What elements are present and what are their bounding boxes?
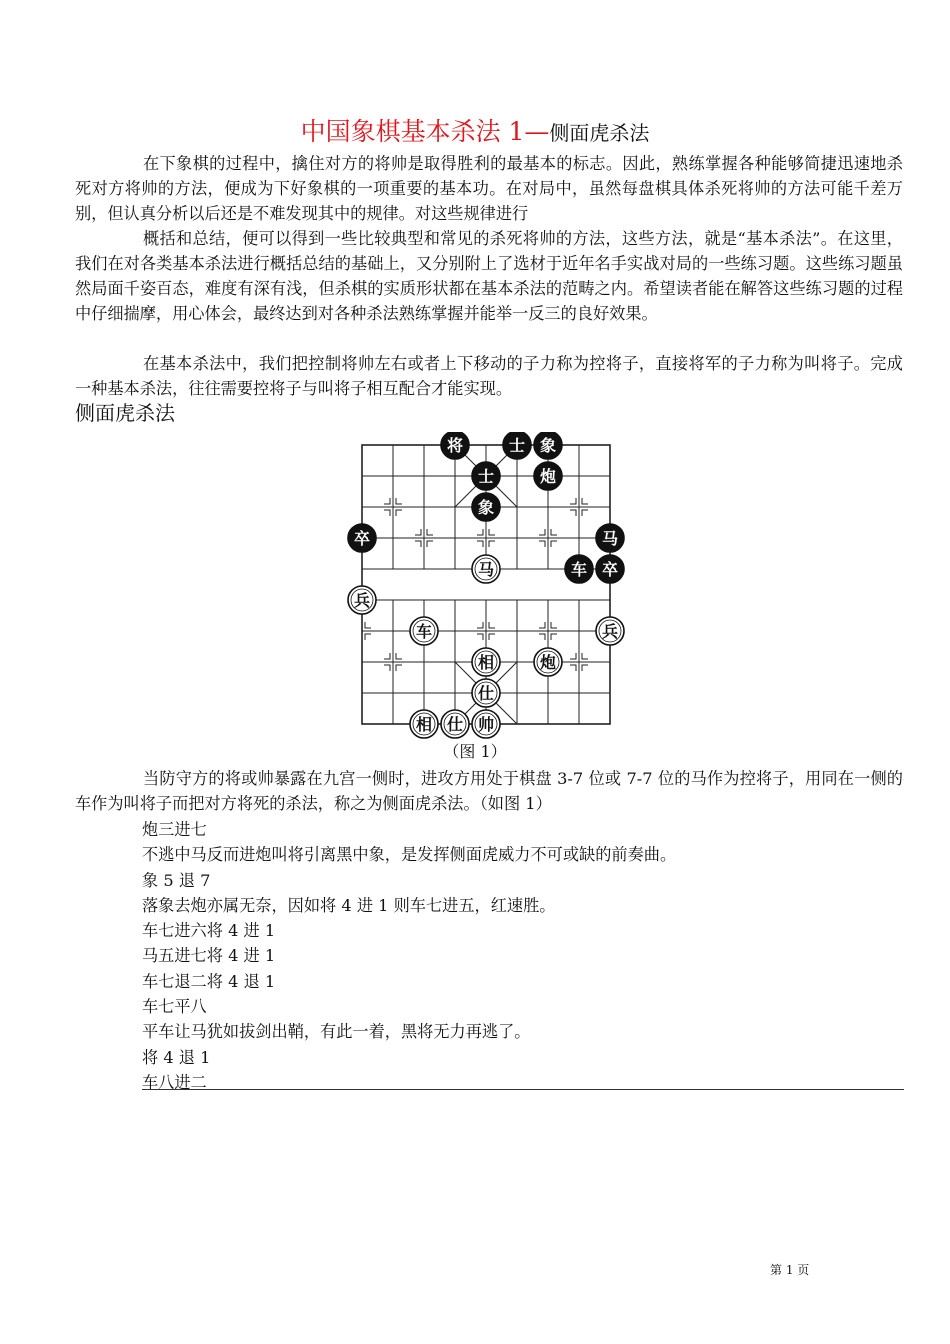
piece-label: 炮 bbox=[539, 467, 557, 486]
position-marker bbox=[365, 622, 371, 628]
position-marker bbox=[582, 510, 588, 516]
position-marker bbox=[365, 634, 371, 640]
move-line: 车七进六将 4 进 1 bbox=[142, 921, 276, 941]
move-line: 将 4 退 1 bbox=[142, 1047, 211, 1067]
piece-label: 象 bbox=[539, 436, 557, 455]
piece-label: 仕 bbox=[477, 684, 495, 703]
position-marker bbox=[427, 529, 433, 535]
position-marker bbox=[489, 622, 495, 628]
page-number: 第 1 页 bbox=[770, 1263, 810, 1277]
move-line: 马五进七将 4 进 1 bbox=[142, 946, 276, 966]
piece-label: 兵 bbox=[601, 622, 619, 641]
piece-label: 兵 bbox=[353, 591, 371, 610]
piece-label: 相 bbox=[415, 715, 433, 734]
position-marker bbox=[551, 529, 557, 535]
end-rule bbox=[142, 1089, 904, 1090]
position-marker bbox=[489, 541, 495, 547]
position-marker bbox=[477, 634, 483, 640]
move-line: 平车让马犹如拔剑出鞘，有此一着，黑将无力再逃了。 bbox=[142, 1022, 531, 1042]
move-list bbox=[142, 817, 902, 1095]
move-line: 车七退二将 4 退 1 bbox=[142, 971, 276, 991]
title-main: 中国象棋基本杀法 1— bbox=[300, 117, 550, 146]
intro-paragraph-2: 概括和总结，便可以得到一些比较典型和常见的杀死将帅的方法，这些方法，就是“基本杀法”。在这里，我们在对各类基本杀法进行概括总结的基础上，又分别附上了选材于近年名手实战对局的一些练习题。这些练习题虽然局面千姿百态，难度有深有浅，但杀棋的实质形状都在基本杀法的范畴之内。希望读者能在解答这些练习题的过程中仔细揣摩，用心体会，最终达到对各种杀法熟练掌握并能举一反三的良好效果。 bbox=[75, 229, 903, 323]
piece-label: 炮 bbox=[539, 653, 557, 672]
piece-label: 车 bbox=[570, 560, 588, 579]
piece-label: 帅 bbox=[477, 715, 495, 734]
piece-label: 士 bbox=[477, 467, 495, 486]
position-marker bbox=[384, 653, 390, 659]
position-marker bbox=[415, 529, 421, 535]
move-line: 不逃中马反而进炮叫将引离黑中象，是发挥侧面虎威力不可或缺的前奏曲。 bbox=[142, 845, 677, 865]
intro-paragraph-3: 在基本杀法中，我们把控制将帅左右或者上下移动的子力称为控将子，直接将军的子力称为叫将子。完成一种基本杀法，往往需要控将子与叫将子相互配合才能实现。 bbox=[75, 354, 903, 398]
position-marker bbox=[427, 541, 433, 547]
position-marker bbox=[551, 622, 557, 628]
position-marker bbox=[396, 653, 402, 659]
piece-label: 仕 bbox=[446, 715, 464, 734]
move-line: 车七平八 bbox=[142, 997, 207, 1017]
move-line: 落象去炮亦属无奈，因如将 4 进 1 则车七进五，红速胜。 bbox=[142, 895, 556, 915]
position-marker bbox=[477, 622, 483, 628]
piece-label: 士 bbox=[508, 436, 526, 455]
title-sub: 侧面虎杀法 bbox=[549, 121, 650, 145]
position-marker bbox=[396, 498, 402, 504]
position-marker bbox=[570, 510, 576, 516]
position-marker bbox=[477, 529, 483, 535]
position-marker bbox=[539, 541, 545, 547]
position-marker bbox=[384, 665, 390, 671]
position-marker bbox=[570, 653, 576, 659]
position-marker bbox=[551, 634, 557, 640]
position-marker bbox=[551, 541, 557, 547]
piece-label: 卒 bbox=[353, 529, 371, 548]
position-marker bbox=[582, 665, 588, 671]
position-marker bbox=[477, 541, 483, 547]
position-marker bbox=[396, 510, 402, 516]
piece-label: 车 bbox=[415, 622, 433, 641]
piece-label: 马 bbox=[601, 529, 619, 548]
move-line: 炮三进七 bbox=[142, 820, 207, 839]
piece-label: 马 bbox=[477, 560, 495, 579]
position-marker bbox=[396, 665, 402, 671]
position-marker bbox=[539, 529, 545, 535]
figure-caption: （图 1） bbox=[443, 742, 507, 761]
position-marker bbox=[384, 510, 390, 516]
position-marker bbox=[489, 634, 495, 640]
definition-paragraph: 当防守方的将或帅暴露在九宫一侧时，进攻方用处于棋盘 3-7 位或 7-7 位的马作为控将子，用同在一侧的车作为叫将子而把对方将死的杀法，称之为侧面虎杀法。（如图 1） bbox=[75, 769, 903, 813]
position-marker bbox=[582, 498, 588, 504]
position-marker bbox=[570, 498, 576, 504]
piece-label: 卒 bbox=[601, 560, 619, 579]
position-marker bbox=[539, 622, 545, 628]
position-marker bbox=[539, 634, 545, 640]
position-marker bbox=[570, 665, 576, 671]
piece-label: 将 bbox=[446, 436, 464, 455]
position-marker bbox=[582, 653, 588, 659]
position-marker bbox=[415, 541, 421, 547]
position-marker bbox=[489, 529, 495, 535]
piece-label: 象 bbox=[477, 498, 495, 517]
page-title bbox=[0, 116, 950, 149]
move-line: 车八进二 bbox=[142, 1072, 207, 1092]
section-heading: 侧面虎杀法 bbox=[75, 401, 175, 425]
move-line: 象 5 退 7 bbox=[142, 870, 211, 890]
piece-label: 相 bbox=[477, 653, 495, 672]
position-marker bbox=[384, 498, 390, 504]
intro-paragraph-1: 在下象棋的过程中，擒住对方的将帅是取得胜利的最基本的标志。因此，熟练掌握各种能够简捷迅速地杀死对方将帅的方法，便成为下好象棋的一项重要的基本功。在对局中，虽然每盘棋具体杀死将帅的方法可能千差万别，但认真分析以后还是不难发现其中的规律。对这些规律进行 bbox=[75, 154, 903, 223]
xiangqi-board-diagram bbox=[346, 432, 626, 742]
